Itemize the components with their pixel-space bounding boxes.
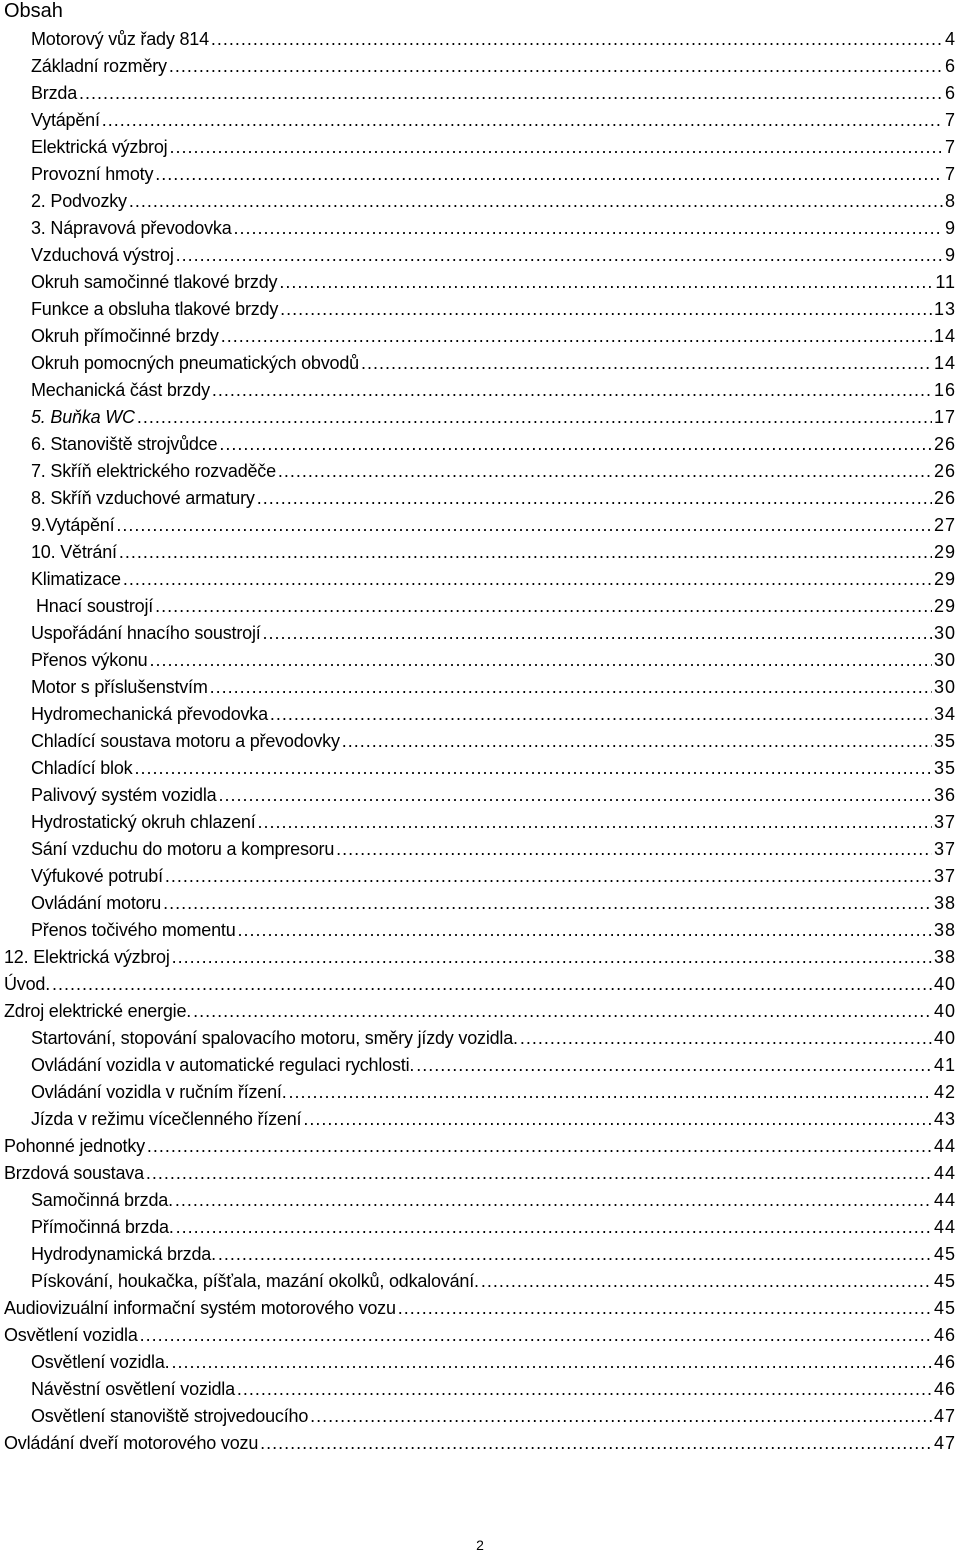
toc-entry-label: Okruh pomocných pneumatických obvodů <box>31 353 359 373</box>
toc-dot-leader <box>175 1188 932 1212</box>
toc-dot-leader <box>270 702 932 726</box>
toc-entry[interactable] <box>0 486 960 513</box>
toc-entry-page: 37 <box>933 866 956 886</box>
toc-entry-label: 8. Skříň vzduchové armatury <box>31 488 255 508</box>
toc-entry-label: 5. Buňka WC <box>31 407 135 427</box>
toc-entry-label: Vzduchová výstroj <box>31 245 174 265</box>
toc-dot-leader <box>336 837 932 861</box>
toc-entry[interactable] <box>0 1323 960 1350</box>
toc-dot-leader <box>221 324 932 348</box>
toc-entry-label: 9.Vytápění <box>31 515 115 535</box>
toc-entry[interactable] <box>0 999 960 1026</box>
toc-entry[interactable] <box>0 1431 960 1458</box>
toc-dot-leader <box>218 1242 932 1266</box>
toc-entry-page: 46 <box>933 1379 956 1399</box>
toc-entry-label: Sání vzduchu do motoru a kompresoru <box>31 839 335 859</box>
toc-dot-leader <box>219 432 932 456</box>
toc-dot-leader <box>149 648 932 672</box>
toc-dot-leader <box>123 567 932 591</box>
toc-entry-page: 47 <box>933 1433 956 1453</box>
toc-entry-label: Palivový systém vozidla <box>31 785 217 805</box>
toc-entry-page: 44 <box>933 1136 956 1156</box>
toc-entry-label: Startování, stopování spalovacího motoru, směry jízdy vozidla. <box>31 1028 518 1048</box>
toc-entry[interactable] <box>0 702 960 729</box>
toc-dot-leader <box>146 1161 932 1185</box>
toc-entry[interactable] <box>0 675 960 702</box>
toc-entry-label: Audiovizuální informační systém motorového vozu <box>4 1298 396 1318</box>
toc-dot-leader <box>155 162 943 186</box>
toc-entry[interactable] <box>0 1080 960 1107</box>
toc-entry-page: 41 <box>933 1055 956 1075</box>
toc-entry-label: Hydromechanická převodovka <box>31 704 268 724</box>
toc-dot-leader <box>176 1215 932 1239</box>
toc-entry[interactable] <box>0 864 960 891</box>
toc-entry-label: Přenos výkonu <box>31 650 148 670</box>
toc-entry-label: Návěstní osvětlení vozidla <box>31 1379 235 1399</box>
toc-entry-label: Vytápění <box>31 110 100 130</box>
toc-entry-label: Zdroj elektrické energie. <box>4 1001 192 1021</box>
toc-entry-page: 8 <box>944 191 956 211</box>
toc-entry-page: 44 <box>933 1217 956 1237</box>
toc-dot-leader <box>361 351 932 375</box>
toc-entry-label: Výfukové potrubí <box>31 866 163 886</box>
toc-dot-leader <box>257 486 932 510</box>
toc-entry-label: Ovládání dveří motorového vozu <box>4 1433 259 1453</box>
toc-entry[interactable] <box>0 1161 960 1188</box>
toc-dot-leader <box>172 945 932 969</box>
toc-entry-page: 47 <box>933 1406 956 1426</box>
toc-entry-page: 26 <box>933 461 956 481</box>
toc-dot-leader <box>289 1080 932 1104</box>
toc-dot-leader <box>176 243 943 267</box>
toc-entry[interactable] <box>0 324 960 351</box>
toc-entry-label: Základní rozměry <box>31 56 167 76</box>
toc-entry-label: Pískování, houkačka, píšťala, mazání okolků, odkalování. <box>31 1271 479 1291</box>
toc-entry-page: 17 <box>933 407 956 427</box>
toc-entry[interactable] <box>0 783 960 810</box>
toc-entry-label: Motorový vůz řady 814 <box>31 29 209 49</box>
toc-entry[interactable] <box>0 1377 960 1404</box>
toc-dot-leader <box>163 891 932 915</box>
toc-dot-leader <box>147 1134 932 1158</box>
toc-entry-page: 43 <box>933 1109 956 1129</box>
toc-entry-label: 12. Elektrická výzbroj <box>4 947 170 967</box>
toc-dot-leader <box>279 270 933 294</box>
toc-entry[interactable] <box>0 189 960 216</box>
toc-entry[interactable] <box>0 81 960 108</box>
toc-entry[interactable] <box>0 891 960 918</box>
toc-entry[interactable] <box>0 810 960 837</box>
toc-entry-page: 27 <box>933 515 956 535</box>
toc-entry-label: Hydrostatický okruh chlazení <box>31 812 256 832</box>
toc-entry[interactable] <box>0 729 960 756</box>
toc-entry[interactable] <box>0 1296 960 1323</box>
toc-dot-leader <box>303 1107 932 1131</box>
toc-entry[interactable] <box>0 405 960 432</box>
toc-entry-page: 40 <box>933 1001 956 1021</box>
toc-entry-page: 46 <box>933 1325 956 1345</box>
toc-entry[interactable] <box>0 621 960 648</box>
toc-dot-leader <box>116 513 932 537</box>
toc-dot-leader <box>398 1296 932 1320</box>
toc-dot-leader <box>416 1053 932 1077</box>
toc-entry[interactable] <box>0 945 960 972</box>
toc-entry-label: Chladící soustava motoru a převodovky <box>31 731 340 751</box>
toc-entry[interactable] <box>0 27 960 54</box>
toc-entry-label: Ovládání motoru <box>31 893 162 913</box>
toc-dot-leader <box>169 135 943 159</box>
toc-dot-leader <box>280 297 932 321</box>
toc-dot-leader <box>520 1026 932 1050</box>
toc-entry-page: 9 <box>944 218 956 238</box>
toc-dot-leader <box>211 27 943 51</box>
toc-entry-page: 7 <box>944 110 956 130</box>
toc-entry-label: Brzdová soustava <box>4 1163 144 1183</box>
toc-entry[interactable] <box>0 972 960 999</box>
toc-dot-leader <box>137 405 932 429</box>
toc-entry-label: 6. Stanoviště strojvůdce <box>31 434 218 454</box>
toc-entry-page: 29 <box>933 569 956 589</box>
toc-entry[interactable] <box>0 1053 960 1080</box>
toc-entry-page: 36 <box>933 785 956 805</box>
toc-entry[interactable] <box>0 243 960 270</box>
toc-entry[interactable] <box>0 1242 960 1269</box>
toc-dot-leader <box>193 999 932 1023</box>
toc-entry[interactable] <box>0 108 960 135</box>
toc-entry-label: Hnací soustrojí <box>36 596 154 616</box>
toc-entry[interactable] <box>0 162 960 189</box>
toc-entry-label: 3. Nápravová převodovka <box>31 218 232 238</box>
toc-dot-leader <box>234 216 943 240</box>
toc-entry-label: Mechanická část brzdy <box>31 380 210 400</box>
toc-dot-leader <box>129 189 943 213</box>
toc-entry[interactable] <box>0 270 960 297</box>
toc-entry[interactable] <box>0 216 960 243</box>
toc-entry-page: 44 <box>933 1190 956 1210</box>
toc-entry-page: 40 <box>933 974 956 994</box>
toc-entry-label: 2. Podvozky <box>31 191 127 211</box>
toc-entry-page: 14 <box>933 326 956 346</box>
toc-entry-label: Klimatizace <box>31 569 121 589</box>
toc-dot-leader <box>212 378 932 402</box>
toc-entry-page: 14 <box>933 353 956 373</box>
toc-entry-label: Okruh přímočinné brzdy <box>31 326 219 346</box>
toc-entry-page: 45 <box>933 1271 956 1291</box>
toc-entry[interactable] <box>0 513 960 540</box>
toc-entry-page: 6 <box>944 83 956 103</box>
toc-entry[interactable] <box>0 135 960 162</box>
toc-entry[interactable] <box>0 1107 960 1134</box>
toc-dot-leader <box>310 1404 932 1428</box>
toc-entry-page: 4 <box>944 29 956 49</box>
toc-entry-page: 38 <box>933 947 956 967</box>
toc-entry[interactable] <box>0 351 960 378</box>
toc-entry-label: Osvětlení vozidla <box>4 1325 138 1345</box>
toc-entry[interactable] <box>0 432 960 459</box>
toc-entry[interactable] <box>0 648 960 675</box>
toc-dot-leader <box>169 54 943 78</box>
toc-entry-label: Chladící blok <box>31 758 133 778</box>
toc-dot-leader <box>218 783 932 807</box>
toc-dot-leader <box>278 459 932 483</box>
toc-entry-label: Úvod. <box>4 974 51 994</box>
toc-entry[interactable] <box>0 378 960 405</box>
toc-entry-label: Osvětlení vozidla. <box>31 1352 170 1372</box>
toc-dot-leader <box>237 1377 932 1401</box>
toc-entry-label: Brzda <box>31 83 78 103</box>
toc-entry[interactable] <box>0 567 960 594</box>
toc-entry-page: 30 <box>933 623 956 643</box>
toc-entry-page: 9 <box>944 245 956 265</box>
toc-entry-label: Okruh samočinné tlakové brzdy <box>31 272 278 292</box>
toc-entry-label: 10. Větrání <box>31 542 117 562</box>
toc-entry[interactable] <box>0 918 960 945</box>
toc-entry-page: 45 <box>933 1298 956 1318</box>
page-number: 2 <box>476 1537 484 1553</box>
toc-entry-label: Ovládání vozidla v automatické regulaci rychlosti. <box>31 1055 415 1075</box>
toc-dot-leader <box>481 1269 932 1293</box>
toc-entry-page: 40 <box>933 1028 956 1048</box>
toc-entry-page: 30 <box>933 650 956 670</box>
toc-entry[interactable] <box>0 1215 960 1242</box>
toc-entry-page: 7 <box>944 164 956 184</box>
toc-dot-leader <box>165 864 932 888</box>
toc-dot-leader <box>260 1431 932 1455</box>
toc-entry[interactable] <box>0 297 960 324</box>
toc-dot-leader <box>342 729 932 753</box>
toc-entry[interactable] <box>0 459 960 486</box>
toc-dot-leader <box>238 918 932 942</box>
toc-entry-page: 29 <box>933 596 956 616</box>
toc-entry[interactable] <box>0 540 960 567</box>
toc-entry-label: Přenos točivého momentu <box>31 920 236 940</box>
table-of-contents <box>0 27 960 1458</box>
toc-entry-page: 46 <box>933 1352 956 1372</box>
toc-entry-page: 38 <box>933 920 956 940</box>
toc-entry-page: 26 <box>933 488 956 508</box>
toc-entry[interactable] <box>0 756 960 783</box>
toc-entry-page: 35 <box>933 731 956 751</box>
toc-entry-label: Jízda v režimu vícečlenného řízení <box>31 1109 302 1129</box>
toc-entry-page: 42 <box>933 1082 956 1102</box>
toc-entry-label: 7. Skříň elektrického rozvaděče <box>31 461 276 481</box>
page-title: Obsah <box>4 0 63 22</box>
toc-entry[interactable] <box>0 54 960 81</box>
toc-entry-label: Samočinná brzda. <box>31 1190 173 1210</box>
toc-entry[interactable] <box>0 1026 960 1053</box>
toc-dot-leader <box>210 675 932 699</box>
toc-entry[interactable] <box>0 594 960 621</box>
toc-dot-leader <box>134 756 932 780</box>
toc-dot-leader <box>155 594 932 618</box>
toc-entry[interactable] <box>0 1269 960 1296</box>
toc-entry-page: 45 <box>933 1244 956 1264</box>
toc-dot-leader <box>102 108 943 132</box>
toc-entry-label: Uspořádání hnacího soustrojí <box>31 623 261 643</box>
toc-entry-page: 35 <box>933 758 956 778</box>
toc-dot-leader <box>52 972 932 996</box>
toc-entry-page: 29 <box>933 542 956 562</box>
toc-entry-page: 11 <box>935 272 956 292</box>
toc-entry-page: 26 <box>933 434 956 454</box>
toc-entry-label: Přímočinná brzda. <box>31 1217 174 1237</box>
toc-entry-page: 37 <box>933 839 956 859</box>
toc-entry-label: Osvětlení stanoviště strojvedoucího <box>31 1406 309 1426</box>
toc-dot-leader <box>263 621 932 645</box>
toc-entry-page: 30 <box>933 677 956 697</box>
toc-entry-label: Provozní hmoty <box>31 164 154 184</box>
toc-entry-label: Pohonné jednotky <box>4 1136 145 1156</box>
toc-entry-page: 16 <box>933 380 956 400</box>
toc-entry-page: 13 <box>933 299 956 319</box>
toc-entry[interactable] <box>0 1188 960 1215</box>
toc-dot-leader <box>171 1350 932 1374</box>
toc-dot-leader <box>119 540 932 564</box>
toc-entry-label: Ovládání vozidla v ručním řízení. <box>31 1082 287 1102</box>
toc-entry-page: 38 <box>933 893 956 913</box>
toc-entry-page: 6 <box>944 56 956 76</box>
toc-entry-label: Hydrodynamická brzda. <box>31 1244 216 1264</box>
toc-entry-page: 34 <box>933 704 956 724</box>
toc-entry[interactable] <box>0 837 960 864</box>
toc-dot-leader <box>258 810 932 834</box>
toc-dot-leader <box>79 81 943 105</box>
toc-entry-label: Motor s příslušenstvím <box>31 677 208 697</box>
toc-entry-label: Elektrická výzbroj <box>31 137 168 157</box>
toc-entry[interactable] <box>0 1134 960 1161</box>
toc-entry-label: Funkce a obsluha tlakové brzdy <box>31 299 279 319</box>
toc-dot-leader <box>140 1323 932 1347</box>
toc-entry-page: 37 <box>933 812 956 832</box>
toc-entry-page: 44 <box>933 1163 956 1183</box>
toc-entry-page: 7 <box>944 137 956 157</box>
toc-entry[interactable] <box>0 1404 960 1431</box>
toc-entry[interactable] <box>0 1350 960 1377</box>
